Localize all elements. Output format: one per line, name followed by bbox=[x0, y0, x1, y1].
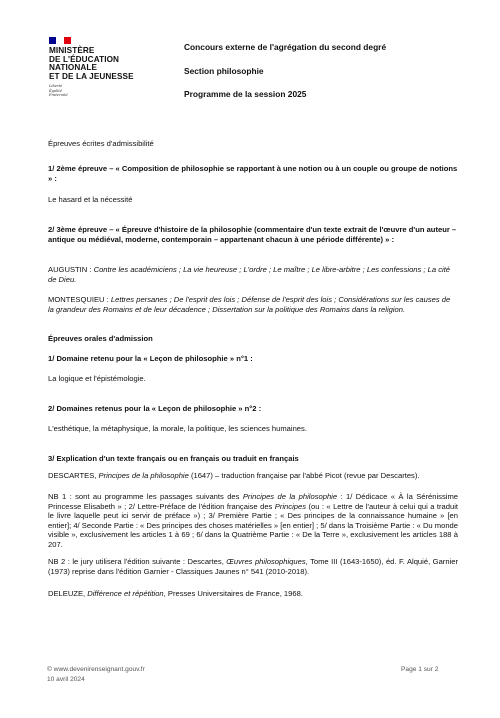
oral-exams-heading: Épreuves orales d'admission bbox=[48, 334, 153, 343]
oral-domain-2-content: L'esthétique, la métaphysique, la morale, la politique, les sciences humaines. bbox=[48, 424, 307, 433]
nb2-intro: NB 2 : le jury utilisera l'édition suivante : Descartes, bbox=[48, 557, 227, 566]
flag-red-band bbox=[64, 37, 71, 44]
augustin-works: Contre les académiciens ; La vie heureuse ; L'ordre ; Le maître ; Le libre-arbitre ; Les confessions ; La cité de Dieu. bbox=[48, 265, 451, 284]
nb1-work-short: Principes bbox=[274, 501, 307, 511]
republic-motto bbox=[49, 84, 159, 97]
flag-blue-band bbox=[49, 37, 56, 44]
nb1-text: : 1/ Dédicace « À la Sérénissime Princesse Elisabeth » ; 2/ Lettre-Préface de l'édition française des bbox=[48, 492, 458, 511]
ministry-line: MINISTÈRE bbox=[49, 46, 95, 55]
ministry-line: ET DE LA JEUNESSE bbox=[49, 71, 134, 81]
augustin-name: AUGUSTIN : bbox=[48, 265, 92, 274]
section-title: Section philosophie bbox=[184, 66, 264, 76]
descartes-details: (1647) – traduction française par l'abbé Picot (revue par Descartes). bbox=[188, 471, 420, 480]
augustin-paragraph bbox=[48, 265, 458, 284]
montesquieu-works: Lettres persanes ; De l'esprit des lois ; Défense de l'esprit des lois ; Considérations sur les causes de la grandeur des Romains et de leur décadence ; Dissertation sur la politique des Romains dans la religion. bbox=[48, 295, 451, 314]
motto-line: Fraternité bbox=[49, 93, 68, 98]
footer-page-number: Page 1 sur 2 bbox=[401, 666, 439, 673]
footer-website: © www.devenirenseignant.gouv.fr bbox=[47, 666, 145, 673]
descartes-author: DESCARTES, bbox=[48, 471, 99, 480]
ministry-name bbox=[49, 47, 159, 81]
motto-line: Égalité bbox=[49, 88, 62, 93]
programme-title: Programme de la session 2025 bbox=[184, 89, 307, 99]
written-exam-1-content: Le hasard et la nécessité bbox=[48, 195, 133, 204]
written-exams-heading: Épreuves écrites d'admissibilité bbox=[48, 139, 154, 148]
ministry-logo bbox=[49, 37, 159, 98]
nb1-intro: NB 1 : sont au programme les passages suivants des bbox=[48, 492, 243, 501]
deleuze-work: Différence et répétition bbox=[87, 589, 164, 598]
deleuze-author: DELEUZE, bbox=[48, 589, 88, 598]
ministry-line: DE L'ÉDUCATION bbox=[49, 54, 120, 64]
concours-title: Concours externe de l'agrégation du second degré bbox=[184, 42, 387, 52]
nb1-text-rest: (ou : « Lettre de l'auteur à celui qui a traduit le livre laquelle peut ici servir de préface ») ; 3/ Première Partie ; « Des principes de la connaissance humaine » [en entier]; 4/ Seconde Partie : « Des principes des choses matérielles » [en entier] ; 5/ dans la Troisième Partie : « Du monde visible », exclusivement les articles 1 à 69 ; 6/ dans la Quatrième Partie : « De la Terre », exclusivement les articles 188 à 207. bbox=[48, 501, 458, 549]
nb2-text: , Tome III (1643-1650), éd. F. Alquié, Garnier (1973) reprise dans l'édition Garnier - Classiques Jaunes n° 541 (2010-2018). bbox=[48, 557, 458, 576]
montesquieu-paragraph bbox=[48, 295, 458, 314]
nb1-work: Principes de la philosophie bbox=[242, 492, 338, 501]
written-exam-1-title: 1/ 2ème épreuve – « Composition de philosophie se rapportant à une notion ou à un couple ou groupe de notions » : bbox=[48, 164, 458, 183]
nb2-work: Œuvres philosophiques bbox=[226, 557, 306, 566]
oral-domain-1-title: 1/ Domaine retenu pour la « Leçon de philosophie » n°1 : bbox=[48, 354, 253, 363]
oral-domain-2-title: 2/ Domaines retenus pour la « Leçon de philosophie » n°2 : bbox=[48, 404, 262, 413]
nb2-paragraph bbox=[48, 557, 458, 576]
written-exam-2-title: 2/ 3ème épreuve – « Épreuve d'histoire de la philosophie (commentaire d'un texte extrait de l'œuvre d'un auteur – antique ou médiéval, moderne, contemporain – appartenant chacun à une période différente) » : bbox=[48, 225, 457, 244]
flag-white-band bbox=[56, 37, 63, 44]
oral-domain-1-content: La logique et l'épistémologie. bbox=[48, 374, 146, 383]
deleuze-paragraph bbox=[48, 589, 458, 599]
motto-line: Liberté bbox=[49, 84, 63, 89]
deleuze-details: , Presses Universitaires de France, 1968. bbox=[163, 589, 303, 598]
french-flag-icon bbox=[49, 37, 71, 44]
footer-date: 10 avril 2024 bbox=[47, 676, 85, 683]
nb1-paragraph bbox=[48, 492, 458, 550]
ministry-line: NATIONALE bbox=[49, 63, 98, 73]
oral-domain-3-title: 3/ Explication d'un texte français ou en français ou traduit en français bbox=[48, 454, 299, 463]
descartes-paragraph bbox=[48, 471, 458, 481]
descartes-work: Principes de la philosophie bbox=[98, 471, 189, 480]
montesquieu-name: MONTESQUIEU : bbox=[48, 295, 109, 304]
